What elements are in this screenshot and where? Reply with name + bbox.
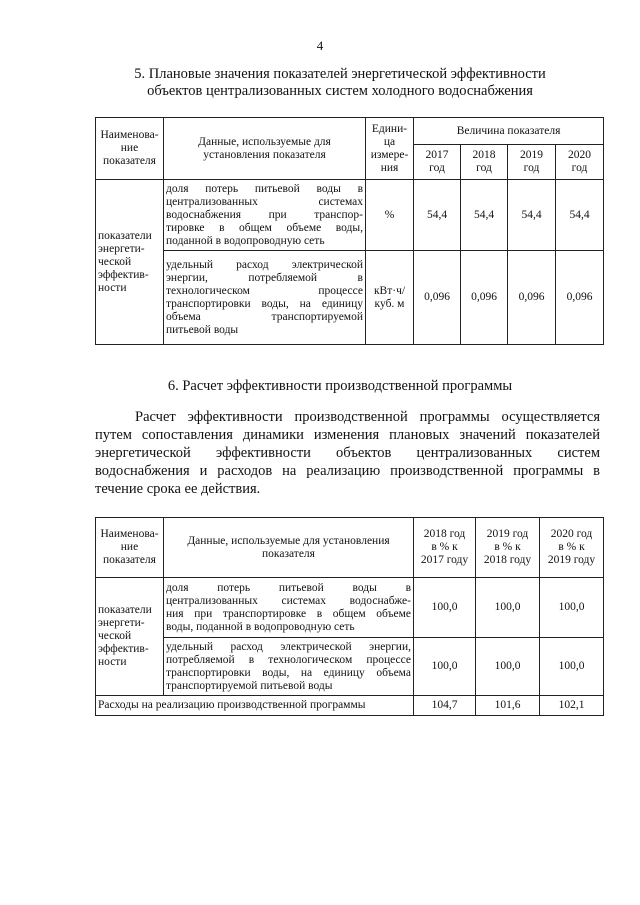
value-cell: 100,0 [476, 638, 540, 696]
value-cell: 104,7 [414, 696, 476, 716]
value-cell: 100,0 [540, 638, 604, 696]
row-label-energy-efficiency: показатели энергети- ческой эффектив- ности [96, 180, 164, 345]
header-indicator-value: Величина показателя [414, 118, 604, 145]
header-year-2020: 2020 год [556, 145, 604, 180]
table-row [96, 180, 604, 251]
row-label-program-expenses: Расходы на реализацию производственной программы [96, 696, 414, 716]
value-cell: 101,6 [476, 696, 540, 716]
table-row [96, 578, 604, 638]
row-description-water-loss: доля потерь питьевой воды в централизованных системах водоснабжения при транспор- тировке в общем объеме воды, поданной в водопроводную сеть [164, 180, 366, 251]
paragraph-line: Расчет эффективности производственной программы осуществляется [135, 409, 600, 425]
table-row [96, 696, 604, 716]
row-description-electricity: удельный расход электрической энергии, потребляемой в технологическом процессе транспортировки воды, на единицу объема транспортируемой питьевой воды [164, 251, 366, 345]
value-cell: 102,1 [540, 696, 604, 716]
header-2019-vs-2018: 2019 год в % к 2018 году [476, 518, 540, 578]
value-cell: 0,096 [508, 251, 556, 345]
value-cell: 100,0 [476, 578, 540, 638]
value-cell: 100,0 [414, 638, 476, 696]
header-year-2019: 2019 год [508, 145, 556, 180]
header-data-used: Данные, используемые для установления показателя [164, 118, 366, 180]
section-5-title [60, 66, 620, 100]
energy-efficiency-plan-table [95, 117, 604, 345]
value-cell: 100,0 [414, 578, 476, 638]
table-row [96, 638, 604, 696]
value-cell: 0,096 [461, 251, 508, 345]
section-6-paragraph [95, 408, 600, 498]
header-unit: Едини- ца измере- ния [366, 118, 414, 180]
value-cell: 54,4 [508, 180, 556, 251]
header-indicator-name: Наименова- ние показателя [96, 518, 164, 578]
value-cell: 0,096 [556, 251, 604, 345]
paragraph-line: энергетической эффективности объектов централизованных систем [95, 445, 600, 461]
section-6-title: 6. Расчет эффективности производственной программы [167, 378, 513, 394]
value-cell: 54,4 [461, 180, 508, 251]
value-cell: 0,096 [414, 251, 461, 345]
program-efficiency-table [95, 517, 604, 716]
row-unit-kwh: кВт·ч/ куб. м [366, 251, 414, 345]
row-label-energy-efficiency: показатели энергети- ческой эффектив- ности [96, 578, 164, 696]
table-row [96, 251, 604, 345]
paragraph-line: течение срока ее действия. [95, 481, 261, 497]
header-2020-vs-2019: 2020 год в % к 2019 году [540, 518, 604, 578]
paragraph-line: водоснабжения и расходов на реализацию производственной программы в [95, 463, 600, 479]
section-5-title-line-2: объектов централизованных систем холодного водоснабжения [147, 83, 533, 99]
header-year-2017: 2017 год [414, 145, 461, 180]
value-cell: 54,4 [556, 180, 604, 251]
header-year-2018: 2018 год [461, 145, 508, 180]
value-cell: 54,4 [414, 180, 461, 251]
header-2018-vs-2017: 2018 год в % к 2017 году [414, 518, 476, 578]
row-description-water-loss: доля потерь питьевой воды в централизованных системах водоснабже- ния при транспортировке в общем объеме воды, поданной в водопроводную сеть [164, 578, 414, 638]
page-number: 4 [316, 38, 324, 53]
section-5-title-line-1: 5. Плановые значения показателей энергетической эффективности [134, 66, 546, 82]
row-description-electricity: удельный расход электрической энергии, потребляемой в технологическом процессе транспортировки воды, на единицу объема транспортируемой питьевой воды [164, 638, 414, 696]
row-unit-percent: % [366, 180, 414, 251]
value-cell: 100,0 [540, 578, 604, 638]
header-indicator-name: Наименова- ние показателя [96, 118, 164, 180]
header-data-used: Данные, используемые для установления показателя [164, 518, 414, 578]
paragraph-line: путем сопоставления динамики изменения плановых значений показателей [95, 427, 600, 443]
